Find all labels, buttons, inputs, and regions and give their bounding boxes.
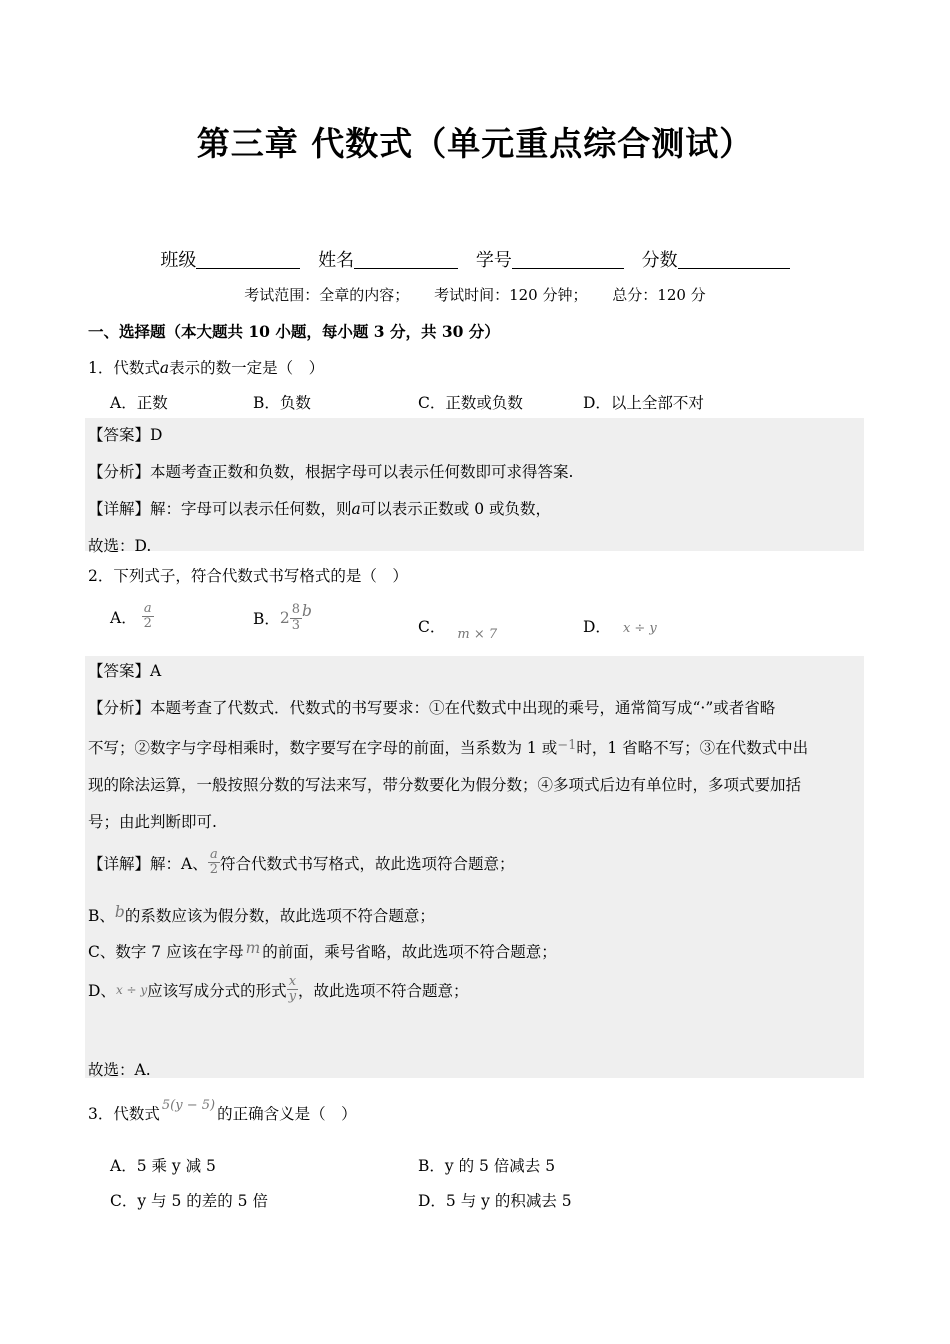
name-field bbox=[318, 250, 458, 271]
q2-answer: 【答案】A bbox=[88, 662, 162, 680]
q2-option-d[interactable] bbox=[583, 615, 657, 637]
q3-stem bbox=[88, 1098, 357, 1124]
q1-stem-text: 1．代数式 bbox=[88, 359, 160, 377]
q1-detail-variable: a bbox=[351, 500, 361, 518]
q3-option-b[interactable]: B．y 的 5 倍减去 5 bbox=[418, 1157, 556, 1175]
exam-time: 考试时间：120 分钟； bbox=[434, 286, 588, 304]
total-score: 总分：120 分 bbox=[612, 286, 706, 304]
fraction-denominator: 2 bbox=[209, 862, 218, 878]
q2-detail-d bbox=[88, 975, 469, 1005]
score-field bbox=[642, 250, 790, 271]
class-blank[interactable] bbox=[196, 250, 300, 269]
q1-option-a[interactable]: A．正数 bbox=[110, 394, 168, 412]
exam-range: 考试范围：全章的内容； bbox=[244, 286, 410, 304]
q2-option-c[interactable] bbox=[418, 615, 497, 642]
q2-detail-b-tail: 的系数应该为假分数，故此选项不符合题意； bbox=[124, 907, 435, 925]
name-label: 姓名 bbox=[318, 250, 355, 271]
q3-stem-tail: 的正确含义是（ ） bbox=[217, 1105, 357, 1123]
q2-detail-c-tail: 的前面，乘号省略，故此选项不符合题意； bbox=[262, 943, 557, 961]
q3-expression: 5(y − 5) bbox=[161, 1098, 216, 1113]
q2-option-b[interactable] bbox=[253, 602, 312, 633]
fraction-numerator: 8 bbox=[291, 602, 301, 618]
q3-option-d[interactable]: D．5 与 y 的积减去 5 bbox=[418, 1192, 572, 1210]
q2-detail-a bbox=[88, 848, 515, 878]
q1-detail-tail: 可以表示正数或 0 或负数， bbox=[360, 500, 551, 518]
q2-detail-d-tail: ，故此选项不符合题意； bbox=[298, 981, 469, 1000]
q2-option-b-fraction bbox=[290, 603, 302, 633]
q2-analysis-4: 号；由此判断即可. bbox=[88, 813, 217, 831]
q1-variable: a bbox=[159, 359, 170, 377]
q2-analysis-1: 【分析】本题考查了代数式．代数式的书写要求：①在代数式中出现的乘号，通常简写成“·”或者省略 bbox=[88, 699, 776, 717]
q2-analysis-2 bbox=[88, 727, 863, 767]
q2-solution bbox=[88, 653, 863, 841]
name-blank[interactable] bbox=[354, 250, 458, 269]
q3-stem-text: 3．代数式 bbox=[88, 1105, 160, 1123]
q2-analysis-3: 现的除法运算，一般按照分数的写法来写，带分数要化为假分数；④多项式后边有单位时，多项式要加括 bbox=[88, 776, 802, 794]
q2-detail-a-tail: 符合代数式书写格式，故此选项符合题意； bbox=[219, 854, 515, 873]
q2-detail-a-fraction bbox=[208, 848, 220, 878]
fraction-numerator: x bbox=[287, 975, 298, 990]
q1-option-c[interactable]: C．正数或负数 bbox=[418, 394, 523, 412]
q2-detail-a-text: 【详解】解：A、 bbox=[88, 854, 208, 873]
q2-detail-c bbox=[88, 939, 557, 962]
q2-detail-d-expr: x ÷ y bbox=[115, 982, 148, 997]
q1-answer: 【答案】D bbox=[88, 426, 163, 444]
mixed-variable: b bbox=[302, 602, 312, 620]
q1-analysis: 【分析】本题考查正数和负数，根据字母可以表示任何数即可求得答案. bbox=[88, 463, 574, 481]
student-id-label: 学号 bbox=[475, 250, 512, 271]
q2-stem: 2．下列式子，符合代数式书写格式的是（ ） bbox=[88, 567, 408, 585]
q2-analysis-2-tail: 时，1 省略不写；③在代数式中出 bbox=[576, 739, 809, 757]
q2-detail-d-fraction bbox=[287, 975, 298, 1005]
q1-option-d[interactable]: D．以上全部不对 bbox=[583, 394, 704, 412]
q1-option-b[interactable]: B．负数 bbox=[253, 394, 311, 412]
student-id-field bbox=[476, 250, 624, 271]
mixed-whole: 2 bbox=[279, 609, 290, 627]
q1-conclusion: 故选：D. bbox=[88, 537, 152, 555]
q2-option-a-label: A． bbox=[110, 608, 137, 627]
student-id-blank[interactable] bbox=[512, 250, 624, 269]
q2-detail-b-text: B、 bbox=[88, 907, 115, 925]
q2-detail-b-variable: b bbox=[114, 903, 125, 921]
q3-option-a[interactable]: A．5 乘 y 减 5 bbox=[110, 1157, 216, 1175]
q2-detail-c-text: C、数字 7 应该在字母 bbox=[88, 943, 244, 961]
q2-detail-c-variable: m bbox=[245, 939, 261, 957]
score-label: 分数 bbox=[641, 250, 678, 271]
q2-option-d-expr: x ÷ y bbox=[622, 621, 657, 636]
q2-option-b-label: B． bbox=[253, 610, 280, 628]
q3-option-c[interactable]: C．y 与 5 的差的 5 倍 bbox=[110, 1192, 268, 1210]
q2-negative-one: −1 bbox=[557, 738, 577, 753]
fraction-denominator: 3 bbox=[291, 617, 301, 633]
fraction-denominator: y bbox=[288, 989, 297, 1005]
q1-stem bbox=[88, 356, 324, 378]
exam-info bbox=[0, 284, 950, 305]
q1-solution bbox=[88, 417, 863, 565]
fraction-numerator: a bbox=[142, 602, 154, 617]
q2-analysis-2-text: 不写；②数字与字母相乘时，数字要写在字母的前面，当系数为 1 或 bbox=[88, 739, 558, 757]
q2-option-a-fraction bbox=[142, 602, 154, 632]
class-field bbox=[160, 250, 300, 271]
q2-option-a[interactable] bbox=[110, 602, 154, 632]
q2-detail-d-mid: 应该写成分式的形式 bbox=[147, 981, 287, 1000]
q1-detail bbox=[88, 491, 863, 528]
q2-detail-d-text: D、 bbox=[88, 981, 116, 1000]
fraction-numerator: a bbox=[208, 848, 220, 863]
class-label: 班级 bbox=[160, 250, 197, 271]
score-blank[interactable] bbox=[678, 250, 790, 269]
fraction-denominator: 2 bbox=[143, 616, 152, 632]
q2-detail-b bbox=[88, 903, 435, 926]
q2-option-c-expr: m × 7 bbox=[457, 627, 498, 642]
q2-option-c-label: C． bbox=[418, 618, 446, 636]
q1-stem-tail: 表示的数一定是（ ） bbox=[169, 359, 325, 377]
student-info-line bbox=[0, 246, 950, 272]
q2-option-d-label: D． bbox=[583, 618, 611, 636]
page-title: 第三章 代数式（单元重点综合测试） bbox=[196, 124, 754, 163]
q1-detail-text: 【详解】解：字母可以表示任何数，则 bbox=[88, 500, 352, 518]
section-heading: 一、选择题（本大题共 10 小题，每小题 3 分，共 30 分） bbox=[88, 322, 500, 341]
q2-conclusion: 故选：A. bbox=[88, 1061, 151, 1079]
